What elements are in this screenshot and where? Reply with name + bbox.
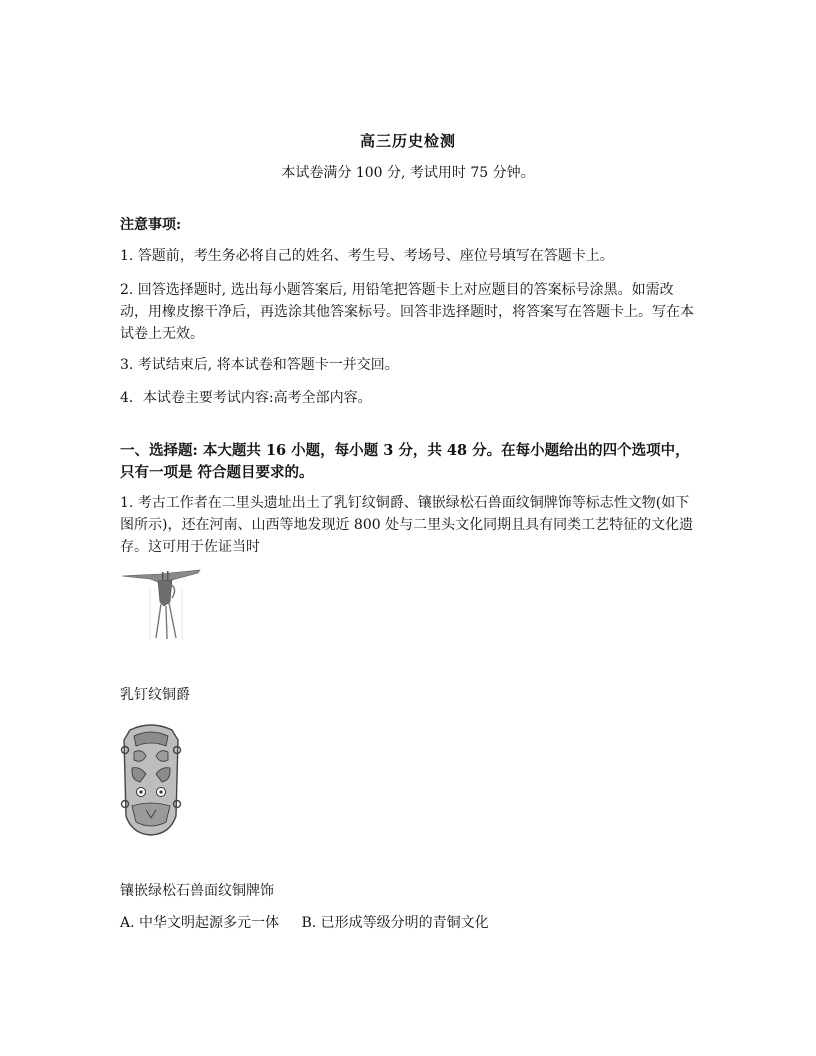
question-1-stem: 1. 考古工作者在二里头遗址出土了乳钉纹铜爵、镶嵌绿松石兽面纹铜牌饰等标志性文物(如下图所示)，还在河南、山西等地发现近 800 处与二里头文化同期且具有同类工艺特征的文化遗存。这可用于佐证当时 [120,495,694,555]
page-subtitle: 本试卷满分 100 分, 考试用时 75 分钟。 [281,165,535,181]
notice-item-4: 4．本试卷主要考试内容:高考全部内容。 [120,390,372,406]
notice-item-2: 2. 回答选择题时, 选出每小题答案后, 用铅笔把答题卡上对应题目的答案标号涂黑。如需改动，用橡皮擦干净后，再选涂其他答案标号。回答非选择题时，将答案写在答题卡上。写在本试卷上无效。 [120,282,694,342]
figure-2-caption: 镶嵌绿松石兽面纹铜牌饰 [120,883,274,899]
notice-item-1: 1. 答题前，考生务必将自己的姓名、考生号、考场号、座位号填写在答题卡上。 [120,248,614,264]
notice-heading: 注意事项: [120,217,182,233]
option-b[interactable]: B. 已形成等级分明的青铜文化 [301,915,489,931]
bronze-jue-image [120,568,202,640]
section-heading: 一、选择题: 本大题共 16 小题，每小题 3 分，共 48 分。在每小题给出的四个选项中，只有一项是 符合题目要求的。 [120,442,690,481]
page-title: 高三历史检测 [359,132,456,150]
question-1-options [120,912,700,934]
notice-item-3: 3. 考试结束后, 将本试卷和答题卡一并交回。 [120,357,399,373]
option-a[interactable]: A. 中华文明起源多元一体 [120,915,280,931]
bronze-plaque-image [120,722,182,837]
figure-1-caption: 乳钉纹铜爵 [120,687,190,703]
